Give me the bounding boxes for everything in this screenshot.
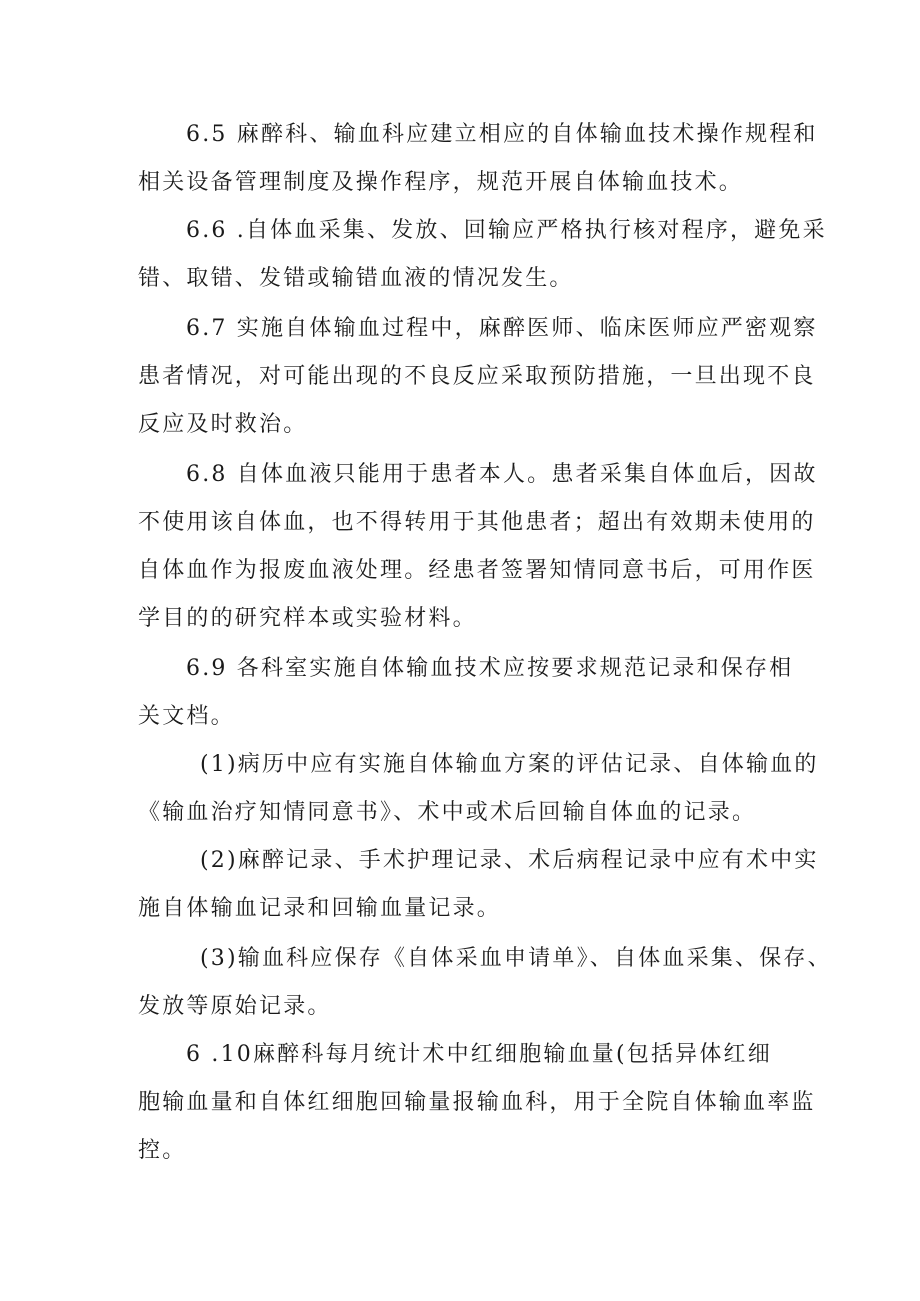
paragraph-6-6-line-1: 6.6 .自体血采集、发放、回输应严格执行核对程序，避免采 [186, 218, 827, 243]
paragraph-6-10-line-1: 6 .10麻醉科每月统计术中红细胞输血量(包括异体红细 [186, 1042, 772, 1067]
paragraph-6-9-line-2: 关文档。 [138, 704, 235, 729]
paragraph-6-8-line-2: 不使用该自体血，也不得转用于其他患者；超出有效期未使用的 [138, 510, 816, 535]
paragraph-6-8-line-1: 6.8 自体血液只能用于患者本人。患者采集自体血后，因故 [186, 462, 818, 487]
paragraph-6-8-line-3: 自体血作为报废血液处理。经患者签署知情同意书后，可用作医 [138, 558, 816, 583]
paragraph-6-7-line-2: 患者情况，对可能出现的不良反应采取预防措施，一旦出现不良 [138, 364, 816, 389]
paragraph-6-7-line-3: 反应及时救治。 [138, 412, 308, 437]
paragraph-6-10-line-3: 控。 [138, 1138, 187, 1163]
paragraph-6-6-line-2: 错、取错、发错或输错血液的情况发生。 [138, 266, 574, 291]
paragraph-6-8-line-4: 学目的的研究样本或实验材料。 [138, 606, 477, 631]
paragraph-6-7-line-1: 6.7 实施自体输血过程中，麻醉医师、临床医师应严密观察 [186, 316, 818, 341]
paragraph-6-10-line-2: 胞输血量和自体红细胞回输量报输血科，用于全院自体输血率监 [138, 1090, 816, 1115]
item-2-line-1: (2)麻醉记录、手术护理记录、术后病程记录中应有术中实 [200, 848, 819, 873]
item-3-line-2: 发放等原始记录。 [138, 994, 332, 1019]
item-2-line-2: 施自体输血记录和回输血量记录。 [138, 896, 502, 921]
item-3-line-1: (3)输血科应保存《自体采血申请单》、自体血采集、保存、 [200, 946, 832, 971]
paragraph-6-5-line-1: 6.5 麻醉科、输血科应建立相应的自体输血技术操作规程和 [186, 122, 818, 147]
item-1-line-2: 《输血治疗知情同意书》、术中或术后回输自体血的记录。 [138, 800, 757, 825]
paragraph-6-5-line-2: 相关设备管理制度及操作程序，规范开展自体输血技术。 [138, 170, 744, 195]
paragraph-6-9-line-1: 6.9 各科室实施自体输血技术应按要求规范记录和保存相 [186, 656, 794, 681]
item-1-line-1: (1)病历中应有实施自体输血方案的评估记录、自体输血的 [200, 752, 819, 777]
